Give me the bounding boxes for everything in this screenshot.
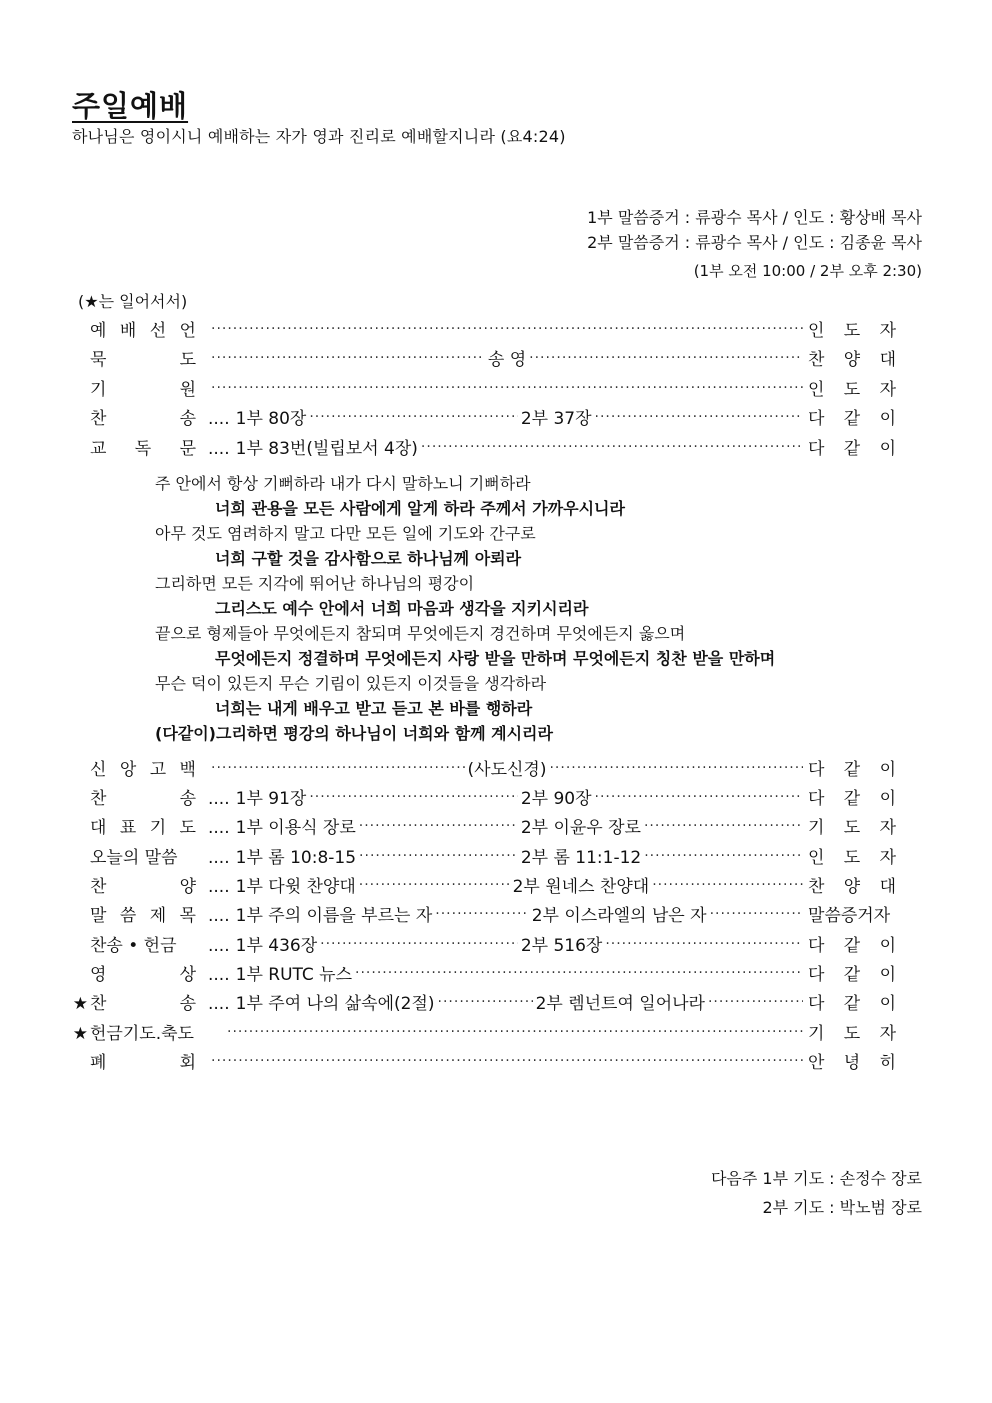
leader-dots [227, 1022, 803, 1039]
order-label: 묵 도 [90, 350, 196, 370]
order-role: 다 같 이 [808, 936, 896, 956]
service-1-value: 1부 다윗 찬양대 [235, 877, 356, 897]
service-2-value: 2부 이윤우 장로 [520, 818, 641, 838]
order-role: 다 같 이 [808, 994, 897, 1014]
service-1-value: 1부 롬 10:8-15 [235, 848, 357, 868]
leader-dots [359, 846, 518, 863]
service-2-value: 2부 롬 11:1-12 [520, 848, 642, 868]
order-label: 찬 송 [90, 789, 196, 809]
order-row-hymn-offering: 찬송 • 헌금 .... 1부 436장 ..... 2부 516장 ..... 다 같 이 [72, 931, 896, 959]
leader-dots [211, 378, 803, 395]
order-row-todays-word: 오늘의 말씀 .... 1부 롬 10:8-15 ..... 2부 롬 11:1-12 ..... 인 도 자 [72, 843, 896, 871]
order-row-sermon-title: 말 씀 제 목 .... 1부 주의 이름을 부르는 자 ..... 2부 이스라엘의 남은 자 ..... 말씀증거자 [72, 901, 896, 929]
order-row-representative-prayer: 대 표 기 도 .... 1부 이용식 장로 ..... 2부 이윤우 장로 ..... 기 도 자 [72, 813, 896, 841]
leader-dots [644, 846, 803, 863]
leader-dots [355, 963, 803, 980]
reading-leader-line: 무슨 덕이 있든지 무슨 기림이 있든지 이것들을 생각하라 [155, 674, 547, 693]
page-title: 주일예배 [72, 89, 189, 123]
leader-dots [309, 787, 517, 804]
order-role: 인 도 자 [808, 848, 896, 868]
stand-star-icon: ★ [72, 1024, 88, 1044]
stand-star-icon: ★ [72, 994, 88, 1014]
leader-dots [211, 1051, 803, 1068]
order-row-hymn-2: 찬 송 .... 1부 91장 ..... 2부 90장 ..... 다 같 이 [72, 784, 896, 812]
leader-dots [211, 319, 803, 336]
leader-dots [438, 992, 533, 1009]
order-role: 인 도 자 [808, 321, 896, 341]
order-role: 다 같 이 [808, 409, 896, 429]
leader-dots [359, 875, 510, 892]
order-role: 다 같 이 [808, 965, 896, 985]
service-2-value: 2부 516장 [520, 936, 603, 956]
order-label: 대 표 기 도 [90, 818, 196, 838]
order-row-responsive-reading: 교 독 문 .... 1부 83번(빌립보서 4장) ..... 다 같 이 [72, 434, 896, 462]
leader-dots [529, 348, 803, 365]
order-role: 인 도 자 [808, 380, 896, 400]
order-label: 영 상 [90, 965, 196, 985]
order-row-video: 영 상 .... 1부 RUTC 뉴스 ..... 다 같 이 [72, 960, 896, 988]
order-row-offering-prayer-benediction [72, 1019, 896, 1047]
reading-leader-line: 끝으로 형제들아 무엇에든지 참되며 무엇에든지 경건하며 무엇에든지 옳으며 [155, 624, 686, 643]
order-row-hymn: 찬 송 .... 1부 80장 ..... 2부 37장 ..... 다 같 이 [72, 404, 896, 432]
preacher-info-1: 1부 말씀증거 : 류광수 목사 / 인도 : 황상배 목사 [587, 208, 922, 227]
leader-dots [652, 875, 803, 892]
reading-response-line: 너희는 내게 배우고 받고 듣고 본 바를 행하라 [215, 699, 533, 718]
leader-dots [320, 934, 518, 951]
order-label: 오늘의 말씀 [90, 848, 178, 868]
order-role: 찬 양 대 [808, 350, 896, 370]
leader-dots [549, 758, 803, 775]
order-row-closing [72, 1048, 896, 1076]
preacher-info-2: 2부 말씀증거 : 류광수 목사 / 인도 : 김종윤 목사 [587, 233, 922, 252]
leader-dots [211, 348, 485, 365]
order-role: 안 녕 히 [808, 1053, 896, 1073]
leader-dots [421, 437, 803, 454]
order-label: 찬송 • 헌금 [90, 936, 177, 956]
leader-dots [595, 407, 803, 424]
leader-dots [211, 758, 465, 775]
service-1-value: 1부 이용식 장로 [235, 818, 356, 838]
service-1-value: 1부 RUTC 뉴스 [235, 965, 353, 985]
stand-note: (★는 일어서서) [78, 292, 188, 311]
service-1-value: 1부 주의 이름을 부르는 자 [235, 906, 433, 926]
reading-leader-line: 그리하면 모든 지각에 뛰어난 하나님의 평강이 [155, 574, 475, 593]
reading-response-line: 그리스도 예수 안에서 너희 마음과 생각을 지키시리라 [215, 599, 589, 618]
order-role: 다 같 이 [808, 439, 896, 459]
order-label: 예 배 선 언 [90, 321, 196, 341]
order-role: 말씀증거자 [808, 906, 891, 926]
leader-dots [309, 407, 517, 424]
reading-all-line: (다같이)그리하면 평강의 하나님이 너희와 함께 계시리라 [155, 724, 553, 743]
order-role: 다 같 이 [808, 789, 896, 809]
service-2-value: 2부 37장 [520, 409, 592, 429]
order-role: 기 도 자 [808, 818, 896, 838]
order-role: 찬 양 대 [808, 877, 897, 897]
reading-leader-line: 주 안에서 항상 기뻐하라 내가 다시 말하노니 기뻐하라 [155, 474, 531, 493]
service-1-value: 1부 주여 나의 삶속에(2절) [235, 994, 435, 1014]
service-1-value: 1부 91장 [235, 789, 307, 809]
service-2-value: 2부 렘넌트여 일어나라 [535, 994, 705, 1014]
leader-dots [644, 816, 803, 833]
order-label: 폐 회 [90, 1053, 196, 1073]
order-row-silent-prayer [72, 345, 896, 373]
order-label: 신 앙 고 백 [90, 760, 196, 780]
order-role: 다 같 이 [808, 760, 897, 780]
order-row-choir: 찬 양 .... 1부 다윗 찬양대 ..... 2부 원네스 찬양대 ..... 찬 양 대 [72, 872, 896, 900]
order-label: 찬 양 [90, 877, 196, 897]
order-label: 찬 송 [90, 994, 196, 1014]
next-week-prayer-1: 다음주 1부 기도 : 손정수 장로 [710, 1169, 922, 1188]
order-label: 헌금기도.축도 [90, 1024, 194, 1044]
reading-response-line: 너희 관용을 모든 사람에게 알게 하라 주께서 가까우시니라 [215, 499, 625, 518]
service-1-value: 1부 83번(빌립보서 4장) [235, 439, 418, 459]
theme-verse: 하나님은 영이시니 예배하는 자가 영과 진리로 예배할지니라 (요4:24) [72, 127, 566, 146]
leader-dots [605, 934, 803, 951]
reading-response-line: 무엇에든지 정결하며 무엇에든지 사랑 받을 만하며 무엇에든지 칭찬 받을 만하며 [215, 649, 776, 668]
service-times: (1부 오전 10:00 / 2부 오후 2:30) [693, 262, 922, 280]
order-row-invocation [72, 375, 896, 403]
service-2-value: 2부 90장 [520, 789, 592, 809]
order-label: 말 씀 제 목 [90, 906, 196, 926]
order-label: 찬 송 [90, 409, 196, 429]
reading-response-line: 너희 구할 것을 감사함으로 하나님께 아뢰라 [215, 549, 522, 568]
order-role: 기 도 자 [808, 1024, 896, 1044]
leader-dots [708, 992, 803, 1009]
order-row-declaration [72, 316, 896, 344]
order-mid: (사도신경) [467, 760, 547, 780]
service-2-value: 2부 이스라엘의 남은 자 [531, 906, 707, 926]
service-2-value: 2부 원네스 찬양대 [512, 877, 650, 897]
order-row-closing-hymn: ★ 찬 송 .... 1부 주여 나의 삶속에(2절) ..... 2부 렘넌트여 일어나라 ..... 다 같 이 [72, 989, 896, 1017]
order-row-creed [72, 755, 896, 783]
leader-dots [359, 816, 518, 833]
leader-dots [595, 787, 803, 804]
order-label: 기 원 [90, 380, 196, 400]
order-label: 교 독 문 [90, 439, 196, 459]
service-1-value: 1부 436장 [235, 936, 318, 956]
leader-dots [710, 904, 803, 921]
leader-dots [435, 904, 528, 921]
reading-leader-line: 아무 것도 염려하지 말고 다만 모든 일에 기도와 간구로 [155, 524, 536, 543]
service-1-value: 1부 80장 [235, 409, 307, 429]
next-week-prayer-2: 2부 기도 : 박노범 장로 [762, 1198, 922, 1217]
order-mid: 송 영 [487, 350, 527, 370]
